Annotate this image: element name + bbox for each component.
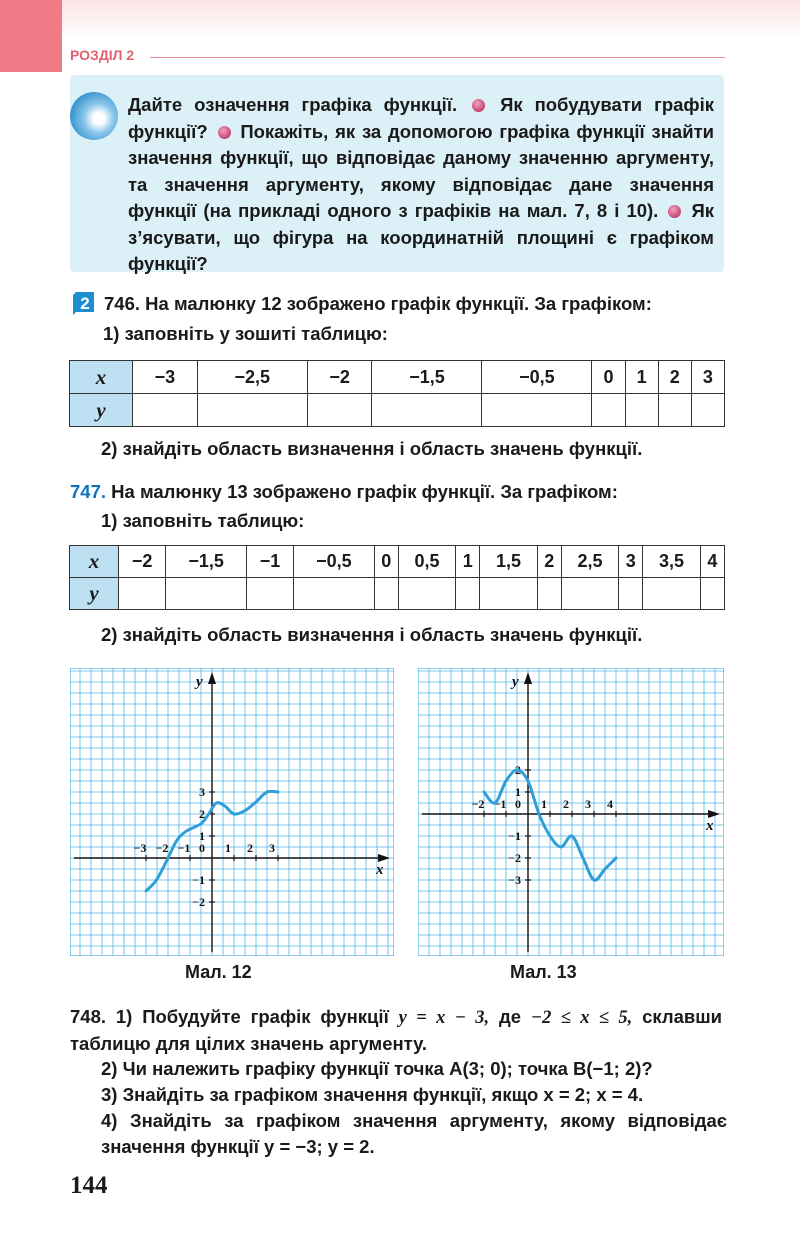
x-value-cell: 0,5 bbox=[398, 546, 455, 578]
y-tick-label: −2 bbox=[508, 851, 521, 865]
question-3: Покажіть, як за допомогою графіка функції знайти значення функції, що відповідає даному значенню аргументу, та значення аргументу, якому відповідає дане значення функції (на прикладі одного з графіків на мал. 7, 8 і 10). bbox=[128, 120, 715, 221]
ex747-statement bbox=[70, 479, 730, 505]
ex746-statement bbox=[104, 291, 734, 317]
x-value-cell: 3 bbox=[619, 546, 643, 578]
y-value-cell[interactable] bbox=[643, 578, 700, 610]
x-tick-label: −3 bbox=[133, 841, 147, 855]
ex746-text: На малюнку 12 зображено графік функції. За графіком: bbox=[145, 293, 652, 314]
y-value-cell[interactable] bbox=[133, 394, 198, 427]
question-4: Як з’ясувати, що фігура на координатній площині є графіком функції? bbox=[128, 200, 715, 274]
y-row bbox=[70, 394, 725, 427]
x-value-cell: 1 bbox=[456, 546, 480, 578]
chapter-tab bbox=[0, 0, 62, 72]
y-value-cell[interactable] bbox=[374, 578, 398, 610]
x-value-cell: 2,5 bbox=[561, 546, 618, 578]
y-tick-label: −3 bbox=[508, 873, 521, 887]
bullet-icon bbox=[472, 99, 485, 112]
x-value-cell: −1 bbox=[246, 546, 293, 578]
x-tick-label: 4 bbox=[607, 797, 613, 811]
ex746-part2: 2) знайдіть область визначення і область значень функції. bbox=[101, 438, 643, 459]
ex746-table bbox=[69, 360, 725, 427]
top-bar bbox=[62, 0, 800, 40]
ex748-part2: 2) Чи належить графіку функції точка A(3; 0); точка B(−1; 2)? bbox=[101, 1058, 653, 1079]
x-tick-label: 3 bbox=[585, 797, 591, 811]
x-value-cell: 4 bbox=[700, 546, 724, 578]
level-2-icon bbox=[72, 290, 96, 316]
fig12-caption: Мал. 12 bbox=[185, 962, 252, 982]
y-value-cell[interactable] bbox=[197, 394, 307, 427]
bullet-icon bbox=[218, 126, 231, 139]
x-tick-label: 0 bbox=[199, 841, 205, 855]
y-value-cell[interactable] bbox=[658, 394, 691, 427]
x-tick-label: −2 bbox=[471, 797, 485, 811]
y-tick-label: 2 bbox=[515, 763, 521, 777]
x-axis-label: x bbox=[706, 818, 714, 834]
level-number: 2 bbox=[80, 294, 90, 313]
x-tick-label: 1 bbox=[225, 841, 231, 855]
x-value-cell: −2 bbox=[119, 546, 166, 578]
y-value-cell[interactable] bbox=[398, 578, 455, 610]
y-value-cell[interactable] bbox=[700, 578, 724, 610]
x-value-cell: 1,5 bbox=[480, 546, 537, 578]
section-divider bbox=[150, 57, 725, 58]
ex748-part3: 3) Знайдіть за графіком значення функції, якщо x = 2; x = 4. bbox=[101, 1084, 644, 1105]
ex748-formula-2: −2 ≤ x ≤ 5, bbox=[530, 1008, 633, 1028]
y-tick-label: −2 bbox=[192, 895, 205, 909]
y-tick-label: 1 bbox=[199, 829, 205, 843]
ex747-number: 747. bbox=[70, 481, 107, 502]
graph-fig12 bbox=[70, 668, 394, 956]
y-value-cell[interactable] bbox=[480, 578, 537, 610]
x-row bbox=[70, 361, 725, 394]
x-value-cell: −0,5 bbox=[294, 546, 374, 578]
y-value-cell[interactable] bbox=[691, 394, 724, 427]
graph-fig13 bbox=[418, 668, 724, 956]
ex748-part1 bbox=[70, 1004, 722, 1057]
x-tick-label: 3 bbox=[269, 841, 275, 855]
ex747-text: На малюнку 13 зображено графік функції. За графіком: bbox=[111, 481, 618, 502]
ex747-part1: 1) заповніть таблицю: bbox=[101, 510, 305, 531]
x-value-cell: −0,5 bbox=[482, 361, 592, 394]
ex748-number: 748. bbox=[70, 1006, 107, 1027]
y-axis-label: y bbox=[512, 674, 519, 690]
y-row-label: y bbox=[70, 578, 119, 610]
y-value-cell[interactable] bbox=[619, 578, 643, 610]
x-tick-label: −1 bbox=[493, 797, 507, 811]
x-value-cell: −3 bbox=[133, 361, 198, 394]
x-value-cell: 0 bbox=[374, 546, 398, 578]
x-value-cell: −1,5 bbox=[166, 546, 246, 578]
x-value-cell: 3,5 bbox=[643, 546, 700, 578]
x-row-label: x bbox=[70, 361, 133, 394]
y-value-cell[interactable] bbox=[482, 394, 592, 427]
x-tick-label: 1 bbox=[541, 797, 547, 811]
y-value-cell[interactable] bbox=[625, 394, 658, 427]
x-tick-label: 2 bbox=[563, 797, 569, 811]
ex748-text-c: склавши таблицю для цілих значень аргументу. bbox=[70, 1006, 723, 1054]
y-tick-label: −1 bbox=[508, 829, 521, 843]
question-bubble-icon bbox=[70, 92, 118, 140]
x-row bbox=[70, 546, 725, 578]
y-value-cell[interactable] bbox=[166, 578, 246, 610]
x-tick-label: 0 bbox=[515, 797, 521, 811]
x-row-label: x bbox=[70, 546, 119, 578]
x-value-cell: 3 bbox=[691, 361, 724, 394]
y-value-cell[interactable] bbox=[561, 578, 618, 610]
questions-text bbox=[128, 92, 714, 278]
x-tick-label: 2 bbox=[247, 841, 253, 855]
y-axis-label: y bbox=[196, 674, 203, 690]
y-tick-label: 3 bbox=[199, 785, 205, 799]
x-tick-label: −1 bbox=[177, 841, 191, 855]
question-1: Дайте означення графіка функції. bbox=[128, 94, 458, 115]
ex748-text-a: 1) Побудуйте графік функції bbox=[115, 1006, 389, 1027]
y-value-cell[interactable] bbox=[537, 578, 561, 610]
x-value-cell: 0 bbox=[592, 361, 625, 394]
x-value-cell: −2 bbox=[307, 361, 372, 394]
ex746-part1: 1) заповніть у зошиті таблицю: bbox=[103, 323, 388, 344]
y-value-cell[interactable] bbox=[372, 394, 482, 427]
x-axis-label: x bbox=[376, 862, 384, 878]
ex748-text-b: де bbox=[499, 1006, 522, 1027]
y-row-label: y bbox=[70, 394, 133, 427]
y-row bbox=[70, 578, 725, 610]
question-2: Як побудувати графік функції? bbox=[128, 94, 715, 142]
x-value-cell: 1 bbox=[625, 361, 658, 394]
ex747-part2: 2) знайдіть область визначення і область значень функції. bbox=[101, 624, 643, 645]
ex747-table bbox=[69, 545, 725, 610]
section-label: РОЗДІЛ 2 bbox=[70, 47, 135, 63]
y-value-cell[interactable] bbox=[119, 578, 166, 610]
ex748-part4: 4) Знайдіть за графіком значення аргументу, якому відповідає значення функції y = −3; y = 2. bbox=[101, 1110, 727, 1157]
y-value-cell[interactable] bbox=[307, 394, 372, 427]
x-value-cell: −1,5 bbox=[372, 361, 482, 394]
x-value-cell: 2 bbox=[658, 361, 691, 394]
bullet-icon bbox=[668, 205, 681, 218]
y-tick-label: −1 bbox=[192, 873, 205, 887]
fig13-caption: Мал. 13 bbox=[510, 962, 577, 982]
x-value-cell: 2 bbox=[537, 546, 561, 578]
y-value-cell[interactable] bbox=[456, 578, 480, 610]
x-value-cell: −2,5 bbox=[197, 361, 307, 394]
page-number: 144 bbox=[70, 1172, 108, 1199]
y-tick-label: 1 bbox=[515, 785, 521, 799]
ex748-formula-1: y = x − 3, bbox=[398, 1008, 490, 1028]
y-value-cell[interactable] bbox=[246, 578, 293, 610]
y-tick-label: 2 bbox=[199, 807, 205, 821]
ex746-number: 746. bbox=[104, 293, 141, 314]
y-value-cell[interactable] bbox=[592, 394, 625, 427]
x-tick-label: −2 bbox=[155, 841, 169, 855]
y-value-cell[interactable] bbox=[294, 578, 374, 610]
